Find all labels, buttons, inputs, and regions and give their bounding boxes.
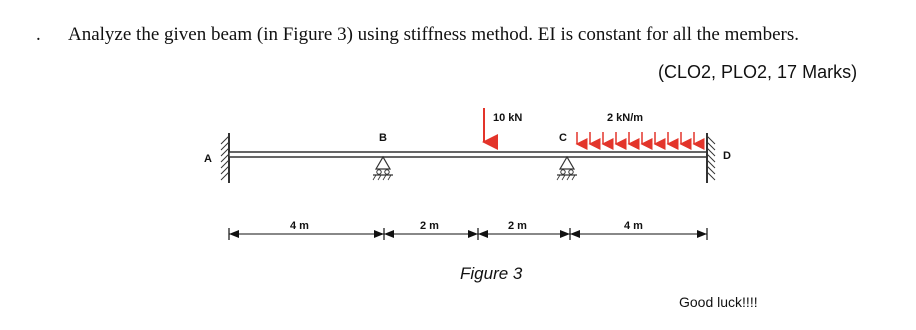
span-label-b-load: 2 m bbox=[420, 220, 439, 232]
point-load-label: 10 kN bbox=[493, 112, 523, 124]
distributed-load-arrows bbox=[577, 132, 694, 144]
bullet: . bbox=[36, 24, 41, 45]
beam bbox=[229, 152, 707, 157]
question-text: Analyze the given beam (in Figure 3) using stiffness method. EI is constant for all the members. bbox=[68, 24, 799, 45]
good-luck-note: Good luck!!!! bbox=[679, 294, 758, 310]
distributed-load-label: 2 kN/m bbox=[607, 112, 644, 124]
node-label-d: D bbox=[723, 150, 731, 162]
span-label-cd: 4 m bbox=[624, 220, 643, 232]
fixed-support-d bbox=[707, 133, 715, 183]
roller-support-c bbox=[557, 157, 577, 180]
node-label-b: B bbox=[379, 132, 387, 144]
figure-caption: Figure 3 bbox=[460, 264, 523, 283]
roller-support-b bbox=[373, 157, 393, 180]
fixed-support-a bbox=[221, 133, 229, 183]
node-label-c: C bbox=[559, 132, 567, 144]
marks-label: (CLO2, PLO2, 17 Marks) bbox=[658, 62, 858, 82]
node-label-a: A bbox=[204, 153, 212, 165]
span-label-load-c: 2 m bbox=[508, 220, 527, 232]
span-label-ab: 4 m bbox=[290, 220, 309, 232]
